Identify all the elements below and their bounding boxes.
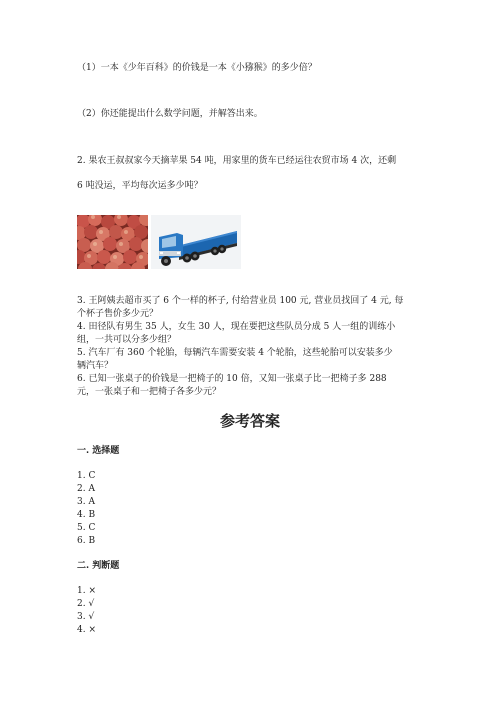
answer-key-title: 参考答案 (219, 412, 280, 430)
truck-photo (151, 215, 241, 269)
choice-answer: 5. C (77, 523, 96, 533)
problem-2-line-2: 6 吨没运，平均每次运多少吨？ (77, 181, 203, 191)
choice-answer: 4. B (77, 510, 96, 520)
choice-answer: 6. B (77, 536, 96, 546)
choice-answer: 2. A (77, 484, 95, 494)
problem-5-line-2: 辆汽车？ (77, 361, 114, 371)
sub-question-2: （2）你还能提出什么数学问题，并解答出来。 (77, 109, 263, 119)
problem-4-line-2: 组，一共可以分多少组？ (77, 335, 177, 345)
judge-answer: 2. √ (77, 599, 95, 609)
choice-answer: 1. C (77, 471, 96, 481)
problem-3-line-2: 个杯子售价多少元？ (77, 309, 159, 319)
problem-3-line-1: 3. 王阿姨去超市买了 6 个一样的杯子, 付给营业员 100 元, 营业员找回了 4 元, 每 (77, 296, 404, 306)
apples-photo (77, 215, 148, 269)
sub-question-1: （1）一本《少年百科》的价钱是一本《小猕猴》的多少倍？ (77, 63, 317, 73)
problem-6-line-2: 元，一张桌子和一把椅子各多少元？ (77, 387, 222, 397)
judge-answer: 4. × (77, 625, 96, 635)
problem-5-line-1: 5. 汽车厂有 360 个轮胎，每辆汽车需要安装 4 个轮胎，这些轮胎可以安装多少 (77, 348, 393, 358)
problem-2-line-1: 2. 果农王叔叔家今天摘苹果 54 吨，用家里的货车已经运往农贸市场 4 次，还剩 (77, 156, 397, 166)
choice-answer: 3. A (77, 497, 95, 507)
choice-section-title: 一. 选择题 (77, 446, 120, 456)
judge-answer: 1. × (77, 586, 96, 596)
judge-section-title: 二. 判断题 (77, 561, 120, 571)
problem-6-line-1: 6. 已知一张桌子的价钱是一把椅子的 10 倍，又知一张桌子比一把椅子多 288 (77, 374, 387, 384)
judge-answer: 3. √ (77, 612, 95, 622)
problem-4-line-1: 4. 田径队有男生 35 人，女生 30 人，现在要把这些队员分成 5 人一组的训练小 (77, 322, 396, 332)
